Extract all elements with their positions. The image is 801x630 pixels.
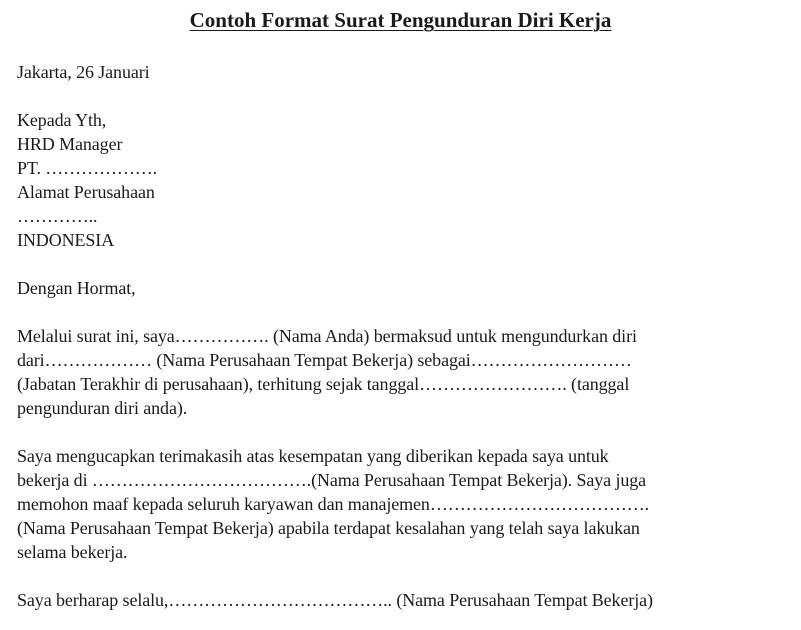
paragraph-line-cutoff [17,612,787,626]
document-title: Contoh Format Surat Pengunduran Diri Kerja [189,8,612,32]
spacer [17,420,787,444]
spacer [17,84,787,108]
spacer [17,252,787,276]
paragraph-line: (Nama Perusahaan Tempat Bekerja) apabila terdapat kesalahan yang telah saya lakukan [17,518,640,538]
recipient-salutation: Kepada Yth, [17,110,107,130]
place-date: Jakarta, 26 Januari [17,62,150,82]
recipient-address-label: Alamat Perusahaan [17,182,155,202]
letter-body [17,60,787,626]
paragraph-line: Melalui surat ini, saya……………. (Nama Anda) bermaksud untuk mengundurkan diri [17,326,637,346]
paragraph-thanks [17,444,787,564]
paragraph-line: memohon maaf kepada seluruh karyawan dan manajemen………………………………. [17,494,650,514]
paragraph-line: Saya berharap selalu,……………………………….. (Nama Perusahaan Tempat Bekerja) [17,590,653,610]
recipient-address-blank: ………….. [17,206,98,226]
paragraph-line: selama bekerja. [17,542,128,562]
greeting: Dengan Hormat, [17,278,136,298]
spacer [17,300,787,324]
paragraph-line: bekerja di ……………………………….(Nama Perusahaan Tempat Bekerja). Saya juga [17,470,647,490]
recipient-title: HRD Manager [17,134,123,154]
paragraph-line: dari……………… (Nama Perusahaan Tempat Bekerja) sebagai……………………… [17,350,632,370]
spacer [17,564,787,588]
recipient-company: PT. ………………. [17,158,158,178]
recipient-block [17,108,787,252]
paragraph-intent [17,324,787,420]
paragraph-hope [17,588,787,626]
paragraph-line: Saya mengucapkan terimakasih atas kesempatan yang diberikan kepada saya untuk [17,446,609,466]
paragraph-line: pengunduran diri anda). [17,398,188,418]
recipient-country: INDONESIA [17,230,115,250]
paragraph-line: (Jabatan Terakhir di perusahaan), terhitung sejak tanggal……………………. (tanggal [17,374,630,394]
